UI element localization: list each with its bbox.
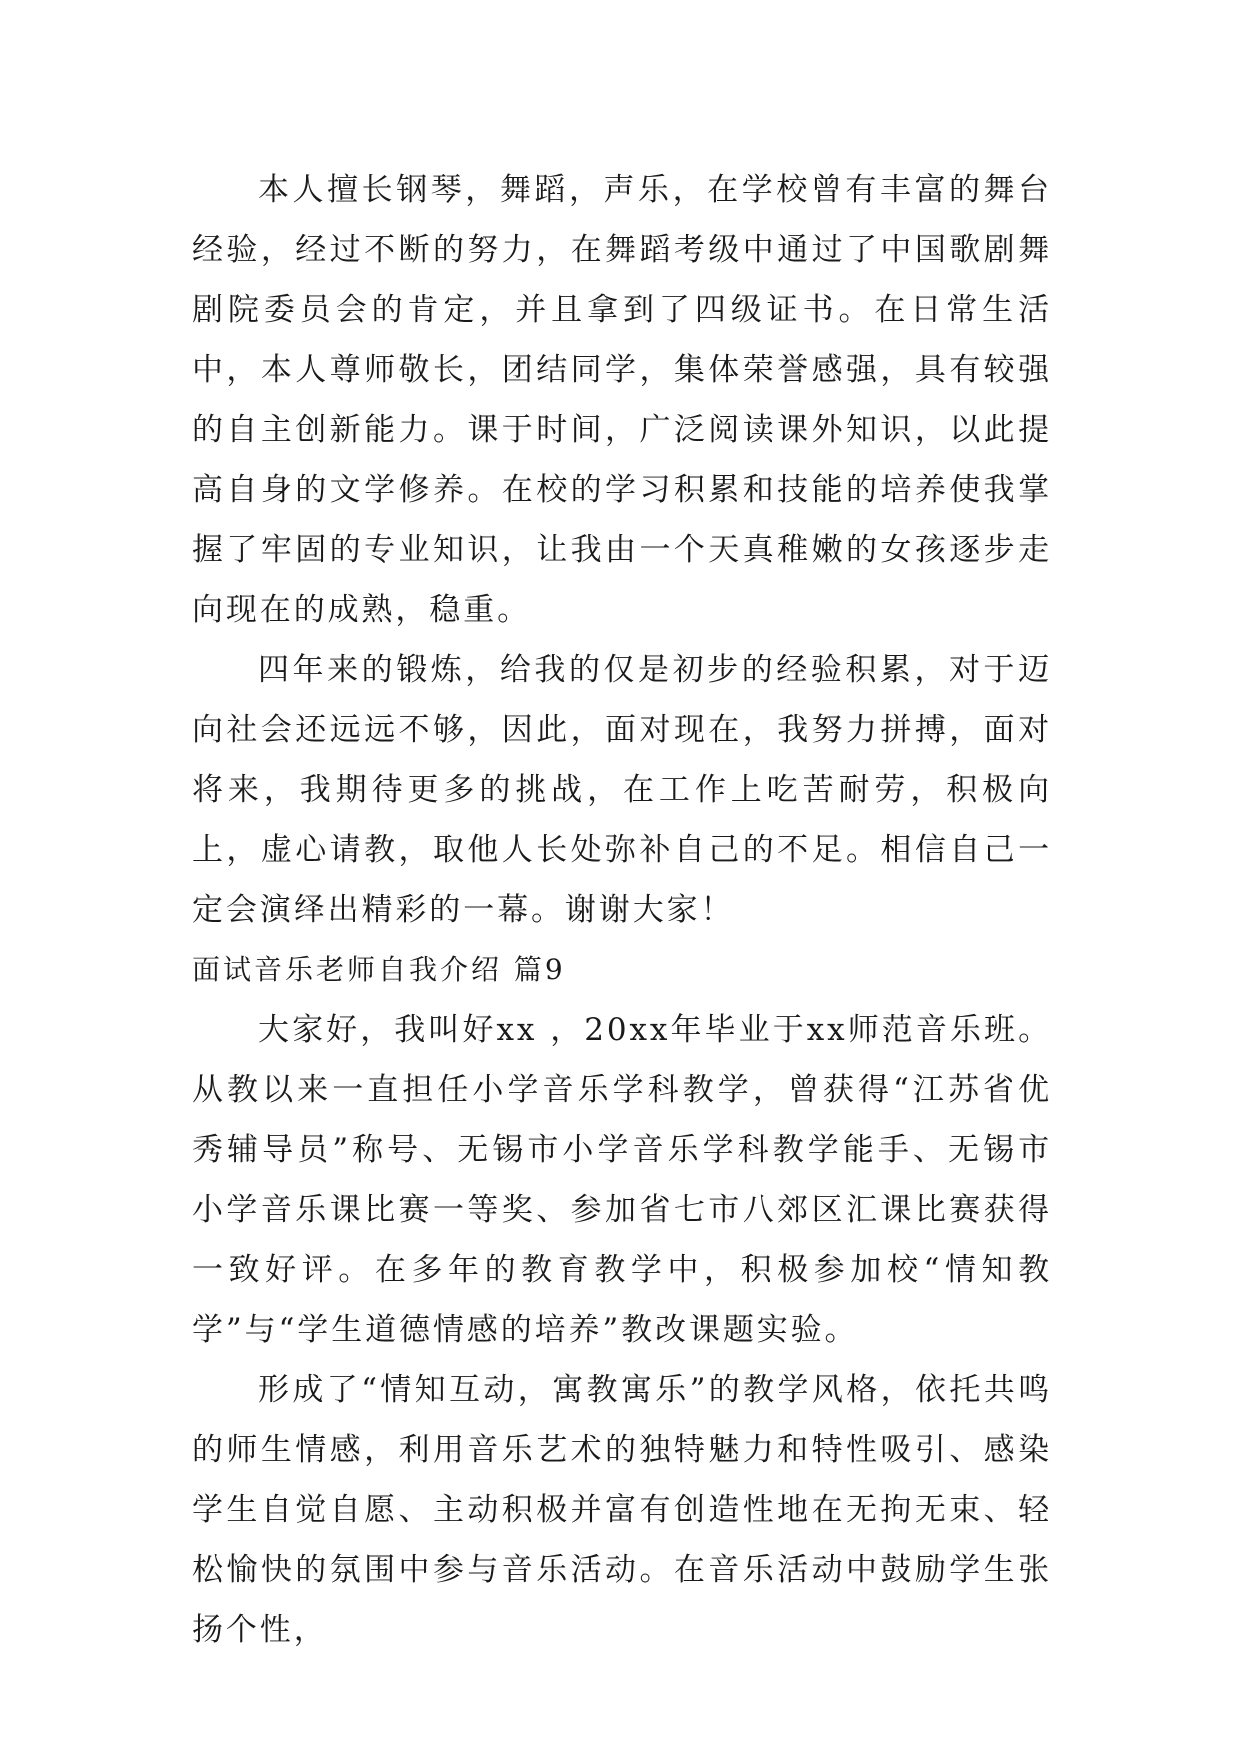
paragraph-skills: 本人擅长钢琴，舞蹈，声乐，在学校曾有丰富的舞台经验，经过不断的努力，在舞蹈考级中通过了中国歌剧舞剧院委员会的肯定，并且拿到了四级证书。在日常生活中，本人尊师敬长，团结同学，集体荣誉感强，具有较强的自主创新能力。课于时间，广泛阅读课外知识，以此提高自身的文学修养。在校的学习积累和技能的培养使我掌握了牢固的专业知识，让我由一个天真稚嫩的女孩逐步走向现在的成熟，稳重。 — [192, 172, 1052, 628]
paragraph-closing: 四年来的锻炼，给我的仅是初步的经验积累，对于迈向社会还远远不够，因此，面对现在，我努力拼搏，面对将来，我期待更多的挑战，在工作上吃苦耐劳，积极向上，虚心请教，取他人长处弥补自己的不足。相信自己一定会演绎出精彩的一幕。谢谢大家！ — [192, 652, 1052, 928]
paragraph-introduction: 大家好，我叫好xx ，20xx年毕业于xx师范音乐班。从教以来一直担任小学音乐学科教学，曾获得“江苏省优秀辅导员”称号、无锡市小学音乐学科教学能手、无锡市小学音乐课比赛一等奖、参加省七市八郊区汇课比赛获得一致好评。在多年的教育教学中，积极参加校“情知教学”与“学生道德情感的培养”教改课题实验。 — [192, 1012, 1052, 1348]
document-body — [192, 160, 1052, 1660]
section-heading: 面试音乐老师自我介绍 篇9 — [192, 953, 566, 986]
paragraph-teaching-style: 形成了“情知互动，寓教寓乐”的教学风格，依托共鸣的师生情感，利用音乐艺术的独特魅力和特性吸引、感染学生自觉自愿、主动积极并富有创造性地在无拘无束、轻松愉快的氛围中参与音乐活动。在音乐活动中鼓励学生张扬个性， — [192, 1372, 1052, 1648]
